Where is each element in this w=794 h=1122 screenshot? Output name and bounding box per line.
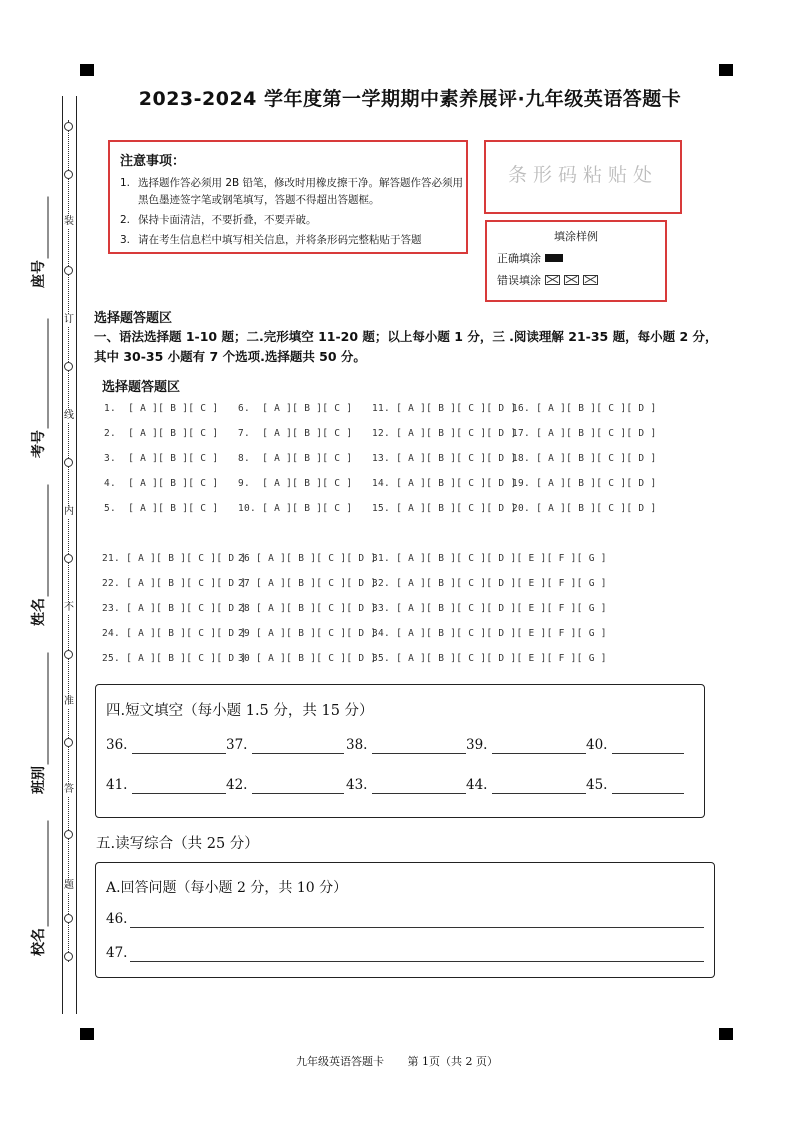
name-write-line[interactable]	[48, 485, 49, 597]
notice-box	[108, 140, 468, 254]
choice-q1[interactable]: 1. [ A ][ B ][ C ]	[104, 403, 219, 414]
seal-char-6: 准	[64, 696, 74, 707]
binding-hole-10	[64, 914, 73, 923]
choice-q15[interactable]: 15. [ A ][ B ][ C ][ D ]	[372, 503, 517, 514]
binding-line-outer	[62, 96, 63, 1014]
choice-q34[interactable]: 34. [ A ][ B ][ C ][ D ][ E ][ F ][ G ]	[372, 628, 607, 639]
fill-sample-title: 填涂样例	[554, 230, 598, 243]
blank-37-label: 37.	[226, 737, 248, 753]
wrong-fill-icon-1	[545, 275, 560, 285]
alignment-mark-bottom-left	[80, 1028, 94, 1040]
choice-q35[interactable]: 35. [ A ][ B ][ C ][ D ][ E ][ F ][ G ]	[372, 653, 607, 664]
fill-sample-box	[485, 220, 667, 302]
choice-q5[interactable]: 5. [ A ][ B ][ C ]	[104, 503, 219, 514]
blank-39-line[interactable]	[492, 753, 586, 754]
blank-38-label: 38.	[346, 737, 368, 753]
choice-q19[interactable]: 19. [ A ][ B ][ C ][ D ]	[512, 478, 657, 489]
binding-hole-11	[64, 952, 73, 961]
choice-q4[interactable]: 4. [ A ][ B ][ C ]	[104, 478, 219, 489]
blank-44-line[interactable]	[492, 793, 586, 794]
footer-title: 九年级英语答题卡	[296, 1055, 384, 1068]
blank-45-label: 45.	[586, 777, 608, 793]
choice-q16[interactable]: 16. [ A ][ B ][ C ][ D ]	[512, 403, 657, 414]
fill-sample-wrong	[497, 272, 665, 288]
choice-q22[interactable]: 22. [ A ][ B ][ C ][ D ]	[102, 578, 247, 589]
choice-q24[interactable]: 24. [ A ][ B ][ C ][ D ]	[102, 628, 247, 639]
binding-hole-3	[64, 266, 73, 275]
notice-item-1	[120, 175, 466, 209]
choice-q18[interactable]: 18. [ A ][ B ][ C ][ D ]	[512, 453, 657, 464]
notice-item-2-text: 保持卡面清洁，不要折叠，不要弄破。	[138, 214, 317, 226]
page-footer	[0, 1053, 794, 1069]
binding-hole-6	[64, 554, 73, 563]
seal-char-8: 题	[64, 880, 74, 891]
class-label: 班别	[31, 766, 47, 794]
exam-number-write-line[interactable]	[48, 319, 49, 429]
choice-q30[interactable]: 30 [ A ][ B ][ C ][ D ]	[238, 653, 377, 664]
binding-hole-9	[64, 830, 73, 839]
seal-char-3: 线	[64, 410, 74, 421]
fill-sample-correct	[497, 250, 665, 266]
choice-q27[interactable]: 27 [ A ][ B ][ C ][ D ]	[238, 578, 377, 589]
binding-hole-1	[64, 122, 73, 131]
seal-char-7: 答	[64, 784, 74, 795]
seal-char-1: 装	[64, 216, 74, 227]
blank-43-line[interactable]	[372, 793, 466, 794]
fill-sample-correct-label: 正确填涂	[497, 252, 541, 265]
filled-block-icon	[545, 254, 563, 262]
notice-heading: 注意事项：	[120, 154, 186, 169]
blank-41-line[interactable]	[132, 793, 226, 794]
choice-q11[interactable]: 11. [ A ][ B ][ C ][ D ]	[372, 403, 517, 414]
choice-q28[interactable]: 28 [ A ][ B ][ C ][ D ]	[238, 603, 377, 614]
choice-q3[interactable]: 3. [ A ][ B ][ C ]	[104, 453, 219, 464]
section5-partA-title: A.回答问题（每小题 2 分，共 10 分）	[106, 880, 348, 896]
blank-36-line[interactable]	[132, 753, 226, 754]
fill-sample-wrong-label: 错误填涂	[497, 274, 541, 287]
notice-item-2-number: 2.	[120, 214, 131, 226]
notice-item-1-text: 选择题作答必须用 2B 铅笔，修改时用橡皮擦干净。解答题作答必须用黑色墨迹签字笔或钢笔填写，答题不得超出答题框。	[138, 177, 464, 206]
barcode-label: 条形码粘贴处	[507, 164, 658, 186]
choice-q23[interactable]: 23. [ A ][ B ][ C ][ D ]	[102, 603, 247, 614]
choice-q7[interactable]: 7. [ A ][ B ][ C ]	[238, 428, 353, 439]
answer-46-label: 46.	[106, 911, 128, 927]
section5-title: 五.读写综合（共 25 分）	[96, 836, 259, 852]
blank-40-label: 40.	[586, 737, 608, 753]
blank-44-label: 44.	[466, 777, 488, 793]
wrong-fill-icon-3	[583, 275, 598, 285]
seal-char-4: 内	[64, 506, 74, 517]
school-label: 校名	[31, 928, 47, 956]
barcode-area[interactable]	[484, 140, 682, 214]
choice-q20[interactable]: 20. [ A ][ B ][ C ][ D ]	[512, 503, 657, 514]
choice-q2[interactable]: 2. [ A ][ B ][ C ]	[104, 428, 219, 439]
choice-q13[interactable]: 13. [ A ][ B ][ C ][ D ]	[372, 453, 517, 464]
notice-item-3	[120, 232, 466, 249]
blank-40-line[interactable]	[612, 753, 684, 754]
binding-hole-5	[64, 458, 73, 467]
seal-char-5: 不	[64, 602, 74, 613]
binding-line-inner	[76, 96, 77, 1014]
choice-q21[interactable]: 21. [ A ][ B ][ C ][ D ]	[102, 553, 247, 564]
choice-q32[interactable]: 32. [ A ][ B ][ C ][ D ][ E ][ F ][ G ]	[372, 578, 607, 589]
wrong-fill-icon-2	[564, 275, 579, 285]
blank-45-line[interactable]	[612, 793, 684, 794]
alignment-mark-bottom-right	[719, 1028, 733, 1040]
choice-q8[interactable]: 8. [ A ][ B ][ C ]	[238, 453, 353, 464]
choice-q25[interactable]: 25. [ A ][ B ][ C ][ D ]	[102, 653, 247, 664]
blank-41-label: 41.	[106, 777, 128, 793]
notice-item-1-number: 1.	[120, 177, 131, 189]
school-write-line[interactable]	[48, 821, 49, 927]
choice-q10[interactable]: 10. [ A ][ B ][ C ]	[238, 503, 353, 514]
exam-number-label: 考号	[31, 430, 47, 458]
name-label: 姓名	[31, 598, 47, 626]
choice-section-heading: 选择题答题区	[94, 311, 173, 326]
alignment-mark-top-right	[719, 64, 733, 76]
section4-box	[95, 684, 705, 818]
notice-item-2	[120, 212, 466, 229]
blank-43-label: 43.	[346, 777, 368, 793]
choice-q9[interactable]: 9. [ A ][ B ][ C ]	[238, 478, 353, 489]
answer-46-line[interactable]	[130, 927, 704, 928]
choice-subheading: 选择题答题区	[102, 380, 181, 395]
footer-page-number: 第 1页（共 2 页）	[407, 1055, 498, 1068]
choice-q14[interactable]: 14. [ A ][ B ][ C ][ D ]	[372, 478, 517, 489]
notice-item-3-number: 3.	[120, 234, 131, 246]
choice-section-intro: 一、语法选择题 1-10 题；二.完形填空 11-20 题；以上每小题 1 分，三 .阅读理解 21-35 题，每小题 2 分，其中 30-35 小题有 7 个选项.选择题共 50 分。	[94, 329, 718, 364]
binding-hole-7	[64, 650, 73, 659]
blank-37-line[interactable]	[252, 753, 344, 754]
seat-label: 座号	[31, 260, 47, 288]
page-title: 2023-2024 学年度第一学期期中素养展评·九年级英语答题卡	[138, 88, 682, 110]
blank-38-line[interactable]	[372, 753, 466, 754]
choice-q17[interactable]: 17. [ A ][ B ][ C ][ D ]	[512, 428, 657, 439]
blank-42-label: 42.	[226, 777, 248, 793]
choice-q6[interactable]: 6. [ A ][ B ][ C ]	[238, 403, 353, 414]
alignment-mark-top-left	[80, 64, 94, 76]
blank-36-label: 36.	[106, 737, 128, 753]
choice-q31[interactable]: 31. [ A ][ B ][ C ][ D ][ E ][ F ][ G ]	[372, 553, 607, 564]
blank-42-line[interactable]	[252, 793, 344, 794]
answer-47-line[interactable]	[130, 961, 704, 962]
section4-title: 四.短文填空（每小题 1.5 分，共 15 分）	[106, 703, 374, 719]
choice-q12[interactable]: 12. [ A ][ B ][ C ][ D ]	[372, 428, 517, 439]
binding-hole-8	[64, 738, 73, 747]
choice-q29[interactable]: 29 [ A ][ B ][ C ][ D ]	[238, 628, 377, 639]
choice-q33[interactable]: 33. [ A ][ B ][ C ][ D ][ E ][ F ][ G ]	[372, 603, 607, 614]
class-write-line[interactable]	[48, 653, 49, 765]
seat-write-line[interactable]	[48, 197, 49, 259]
seal-char-2: 订	[64, 314, 74, 325]
binding-hole-4	[64, 362, 73, 371]
section5-partA-box	[95, 862, 715, 978]
blank-39-label: 39.	[466, 737, 488, 753]
binding-hole-2	[64, 170, 73, 179]
notice-item-3-text: 请在考生信息栏中填写相关信息，并将条形码完整粘贴于答题	[138, 234, 422, 246]
answer-47-label: 47.	[106, 945, 128, 961]
choice-q26[interactable]: 26 [ A ][ B ][ C ][ D ]	[238, 553, 377, 564]
